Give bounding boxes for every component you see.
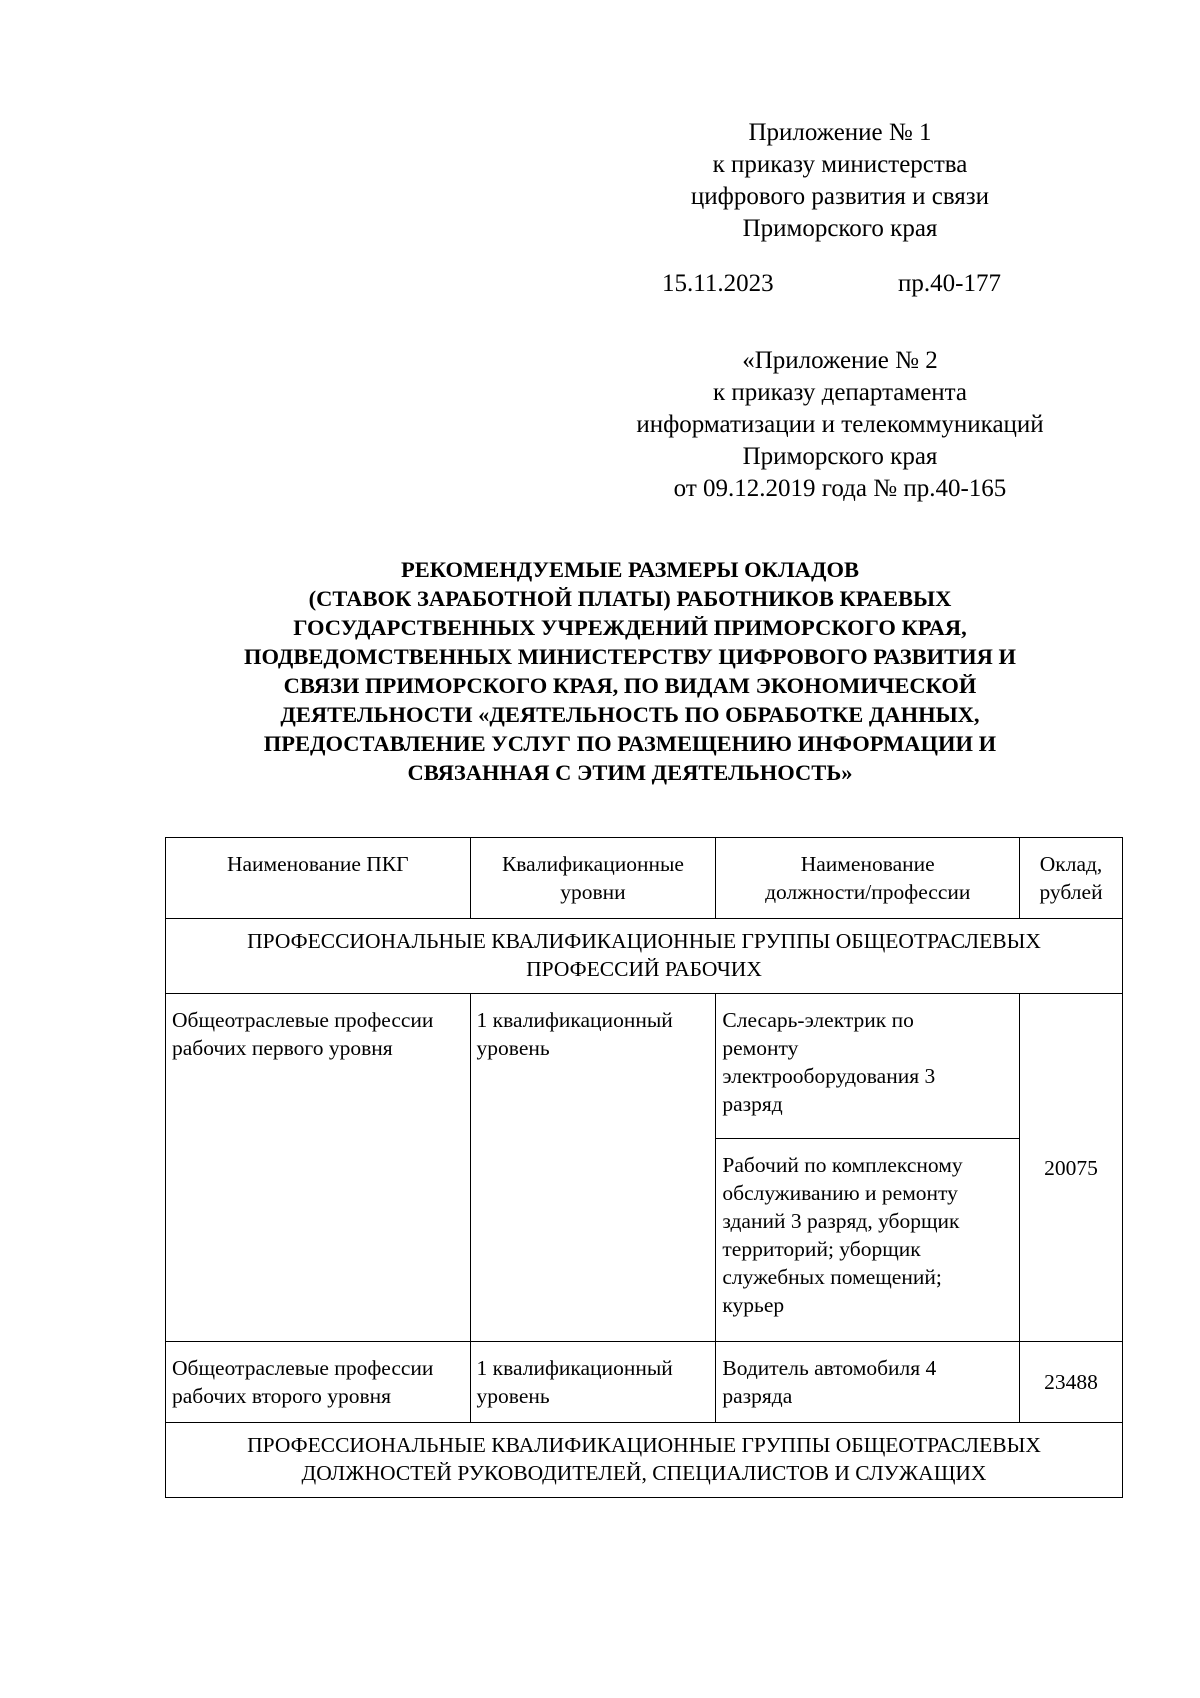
title-line: СВЯЗАННАЯ С ЭТИМ ДЕЯТЕЛЬНОСТЬ»: [407, 760, 853, 785]
group1-level-line: 1 квалификационный: [476, 1008, 673, 1032]
group2-position-line: разряда: [722, 1384, 793, 1408]
title-line: ГОСУДАРСТВЕННЫХ УЧРЕЖДЕНИЙ ПРИМОРСКОГО КРАЯ,: [293, 615, 967, 640]
group1-position-a-line: электрооборудования 3: [722, 1064, 936, 1088]
appendix-2-line: от 09.12.2019 года № пр.40-165: [673, 475, 1007, 502]
header-levels-line: уровни: [560, 880, 626, 904]
appendix-1-header: [620, 117, 1060, 245]
appendix-1-line: Приморского края: [742, 215, 938, 242]
salary-table: [165, 837, 1123, 1498]
group2-position-line: Водитель автомобиля 4: [722, 1356, 937, 1380]
group1-position-b-line: служебных помещений;: [722, 1265, 942, 1289]
header-pkg-line: Наименование ПКГ: [226, 852, 409, 876]
group1-position-b: [716, 1139, 1020, 1342]
section-workers: [166, 919, 1123, 994]
section-line: ДОЛЖНОСТЕЙ РУКОВОДИТЕЛЕЙ, СПЕЦИАЛИСТОВ И СЛУЖАЩИХ: [301, 1461, 987, 1485]
appendix-2-line: «Приложение № 2: [742, 347, 938, 374]
table-row: [166, 994, 1123, 1139]
title-line: ПРЕДОСТАВЛЕНИЕ УСЛУГ ПО РАЗМЕЩЕНИЮ ИНФОРМАЦИИ И: [263, 731, 997, 756]
group1-position-b-line: Рабочий по комплексному: [722, 1153, 963, 1177]
header-salary-line: рублей: [1039, 880, 1103, 904]
order-number: пр.40-177: [898, 270, 1001, 297]
group2-salary: 23488: [1020, 1342, 1123, 1423]
table-section-row: [166, 1423, 1123, 1498]
table-row: [166, 1342, 1123, 1423]
section-line: ПРОФЕССИОНАЛЬНЫЕ КВАЛИФИКАЦИОННЫЕ ГРУППЫ ОБЩЕОТРАСЛЕВЫХ: [247, 929, 1041, 953]
document-title: [190, 555, 1070, 787]
header-salary: [1020, 838, 1123, 919]
group2-level-line: 1 квалификационный: [476, 1356, 673, 1380]
title-line: ПОДВЕДОМСТВЕННЫХ МИНИСТЕРСТВУ ЦИФРОВОГО РАЗВИТИЯ И: [243, 644, 1017, 669]
header-pkg: [166, 838, 471, 919]
group1-pkg-line: рабочих первого уровня: [172, 1036, 393, 1060]
group1-position-a-line: ремонту: [722, 1036, 799, 1060]
header-levels-line: Квалификационные: [501, 852, 684, 876]
header-salary-line: Оклад,: [1039, 852, 1103, 876]
group1-position-b-line: курьер: [722, 1293, 785, 1317]
header-position-line: должности/профессии: [765, 880, 971, 904]
title-line: РЕКОМЕНДУЕМЫЕ РАЗМЕРЫ ОКЛАДОВ: [401, 557, 859, 582]
title-line: СВЯЗИ ПРИМОРСКОГО КРАЯ, ПО ВИДАМ ЭКОНОМИЧЕСКОЙ: [283, 673, 977, 698]
title-line: ДЕЯТЕЛЬНОСТИ «ДЕЯТЕЛЬНОСТЬ ПО ОБРАБОТКЕ ДАННЫХ,: [280, 702, 980, 727]
section-line: ПРОФЕССИЙ РАБОЧИХ: [526, 957, 762, 981]
header-position-line: Наименование: [800, 852, 935, 876]
appendix-1-line: цифрового развития и связи: [690, 183, 990, 210]
table-header-row: [166, 838, 1123, 919]
table-section-row: [166, 919, 1123, 994]
group1-position-b-line: обслуживанию и ремонту: [722, 1181, 958, 1205]
appendix-2-header: [580, 345, 1100, 505]
group1-level-line: уровень: [476, 1036, 550, 1060]
header-position: [716, 838, 1020, 919]
appendix-2-line: Приморского края: [742, 443, 938, 470]
group1-pkg: [166, 994, 471, 1342]
group2-position: [716, 1342, 1020, 1423]
group2-level-line: уровень: [476, 1384, 550, 1408]
group1-salary: 20075: [1020, 994, 1123, 1342]
group1-pkg-line: Общеотраслевые профессии: [172, 1008, 434, 1032]
order-date: 15.11.2023: [662, 270, 774, 297]
section-managers: [166, 1423, 1123, 1498]
group2-level: [470, 1342, 716, 1423]
appendix-2-line: к приказу департамента: [712, 379, 968, 406]
group2-pkg: [166, 1342, 471, 1423]
group1-position-a-line: Слесарь-электрик по: [722, 1008, 914, 1032]
group1-position-b-line: зданий 3 разряд, уборщик: [722, 1209, 960, 1233]
group2-pkg-line: Общеотраслевые профессии: [172, 1356, 434, 1380]
section-line: ПРОФЕССИОНАЛЬНЫЕ КВАЛИФИКАЦИОННЫЕ ГРУППЫ ОБЩЕОТРАСЛЕВЫХ: [247, 1433, 1041, 1457]
appendix-1-line: к приказу министерства: [712, 151, 968, 178]
group1-position-a: [716, 994, 1020, 1139]
group2-pkg-line: рабочих второго уровня: [172, 1384, 392, 1408]
appendix-1-line: Приложение № 1: [748, 119, 932, 146]
header-levels: [470, 838, 716, 919]
group1-position-b-line: территорий; уборщик: [722, 1237, 921, 1261]
group1-level: [470, 994, 716, 1342]
title-line: (СТАВОК ЗАРАБОТНОЙ ПЛАТЫ) РАБОТНИКОВ КРАЕВЫХ: [308, 586, 952, 611]
appendix-2-line: информатизации и телекоммуникаций: [636, 411, 1044, 438]
group1-position-a-line: разряд: [722, 1092, 783, 1116]
